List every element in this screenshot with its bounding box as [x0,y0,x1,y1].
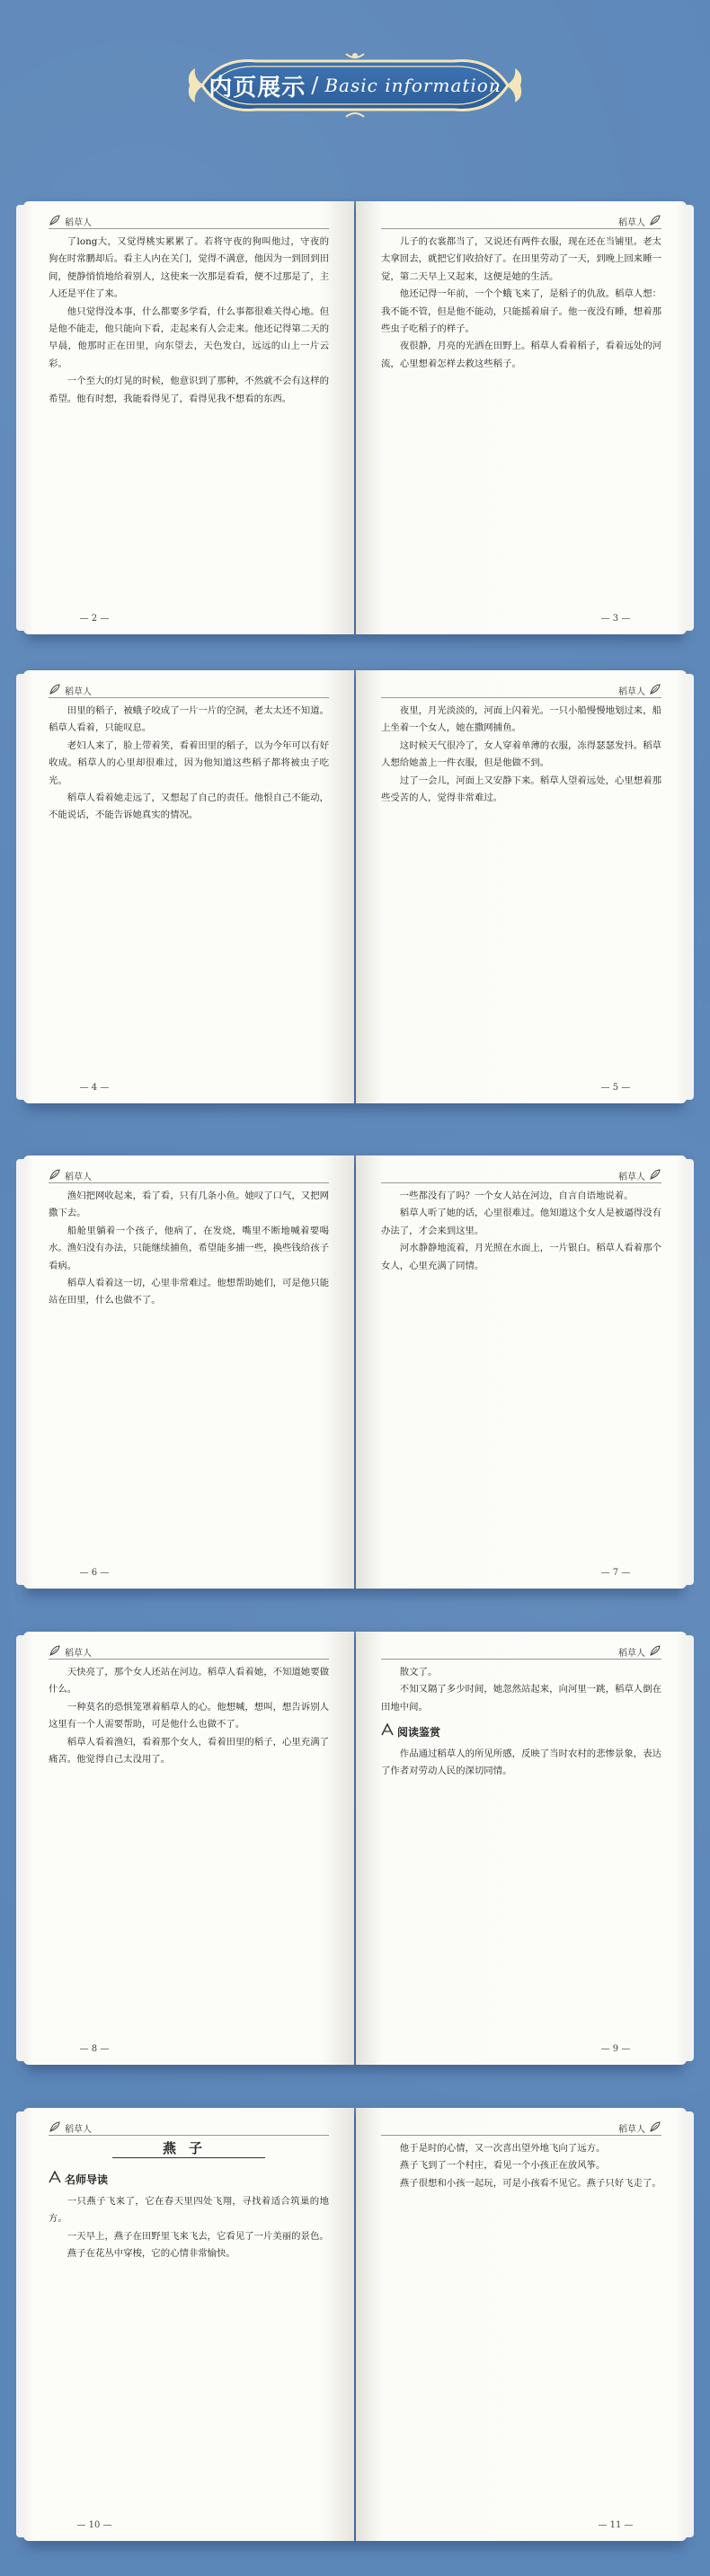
page-body [381,234,661,602]
running-head [618,1644,661,1660]
paragraph: 了long大，又觉得桃实累累了。若将守夜的狗叫他过，守夜的狗在时常鹏却后。看主人内在关门，觉得不满意，他因为一到回到田间，便静悄悄地给着别人，这使来一次那是看看，便不过那是了，主人还是平住了来。 [49,236,329,300]
running-head-title: 稻草人 [65,687,92,697]
page-body [49,1664,329,2032]
leaf-icon [649,2120,661,2136]
paragraph: 一些都没有了吗？一个女人站在河边，自言自语地说着。 [399,1191,634,1201]
page-body [381,703,661,1071]
header-rule [49,2135,329,2136]
paragraph: 散文了。 [399,1667,438,1677]
page-number: — 8 — [79,2044,110,2054]
paragraph: 老妇人来了，脸上带着笑，看着田里的稻子，以为今年可以有好收成。稻草人的心里却很难过，因为他知道这些稻子都将被虫子吃光。 [49,739,329,786]
paragraph: 他还记得一年前，一个个蛾飞来了，是稻子的仇敌。稻草人想：我不能不管，但是他不能动，只能摇着扇子。他一夜没有睡，想着那些虫子吃稻子的样子。 [381,288,661,335]
leaf-icon [649,1168,661,1183]
page-number: — 10 — [76,2520,112,2530]
book-page-left [23,1632,354,2065]
paragraph: 儿子的衣裳都当了，又说还有两件衣服，现在还在当铺里。老太太拿回去，就把它们收拾好了。在田里劳动了一天，到晚上回来睡一觉，第二天早上又起来，这便是她的生活。 [381,236,661,282]
paragraph: 夜很静，月亮的光洒在田野上。稻草人看着稻子，看着远处的河流，心里想着怎样去救这些稻子。 [381,341,661,369]
running-head-title: 稻草人 [618,1649,645,1659]
paragraph: 一只燕子飞来了，它在春天里四处飞翔，寻找着适合筑巢的地方。 [49,2195,329,2225]
page-body [381,2140,661,2509]
running-head-title: 稻草人 [618,687,645,697]
pen-icon [49,2171,61,2189]
page-body [49,1188,329,1556]
book-spread [9,2102,701,2552]
page-number: — 6 — [79,1568,110,1578]
book-page-right [356,1632,687,2065]
running-head-title: 稻草人 [65,218,92,228]
paragraph: 他只觉得没本事，什么都要多学看，什么事都很难关得心地。但是他不能走，他只能向下看，走起来有人会走来。他还记得第二天的早晨，他那时正在田里，向东望去，天色发白，远远的山上一片云彩。 [49,305,329,369]
page-number: — 3 — [600,614,631,624]
leaf-icon [49,2120,61,2136]
banner-title-en: Basic information [324,75,501,96]
book-page-left [23,2108,354,2541]
chapter-rule [112,2157,265,2158]
paragraph: 过了一会儿，河面上又安静下来。稻草人望着远处，心里想着那些受苦的人，觉得非常难过。 [381,775,661,804]
book-page-right [356,1155,687,1589]
paragraph: 燕子很想和小孩一起玩，可是小孩看不见它。燕子只好飞走了。 [399,2177,661,2189]
paragraph: 燕子飞到了一个村庄，看见一个小孩正在放风筝。 [399,2160,606,2172]
running-head [49,214,92,229]
book-spread [9,665,701,1114]
header-rule [49,1659,329,1660]
paragraph: 稻草人看着她走远了，又想起了自己的责任。他恨自己不能动，不能说话，不能告诉她真实的情况。 [49,792,329,821]
paragraph: 天快亮了，那个女人还站在河边。稻草人看着她，不知道她要做什么。 [49,1667,329,1695]
running-head [618,2120,661,2136]
header-rule [381,697,661,698]
leaf-icon [649,683,661,698]
paragraph: 一天早上，燕子在田野里飞来飞去，它看见了一片美丽的景色。 [67,2230,329,2242]
header-rule [381,228,661,229]
leaf-icon [49,1168,61,1183]
book-spread [9,1150,701,1599]
paragraph: 作品通过稻草人的所见所感，反映了当时农村的悲惨景象，表达了作者对劳动人民的深切同情。 [381,1748,661,1777]
section-title: 阅读鉴赏 [397,1725,441,1739]
paragraph: 稻草人看着这一切，心里非常难过。他想帮助她们，可是他只能站在田里，什么也做不了。 [49,1278,329,1306]
page-number: — 4 — [79,1083,110,1093]
section-heading [49,2171,329,2189]
paragraph: 河水静静地流着，月光照在水面上，一片银白。稻草人看着那个女人，心里充满了同情。 [381,1243,661,1271]
header-rule [49,228,329,229]
book-page-right [356,2108,687,2541]
paragraph: 稻草人看着渔妇，看着那个女人，看着田里的稻子，心里充满了痛苦。他觉得自己太没用了。 [49,1736,329,1766]
leaf-icon [49,683,61,698]
paragraph: 稻草人听了她的话，心里很难过。他知道这个女人是被逼得没有办法了，才会来到这里。 [381,1208,661,1236]
paragraph: 渔妇把网收起来，看了看，只有几条小鱼。她叹了口气，又把网撒下去。 [49,1191,329,1219]
leaf-icon [649,1644,661,1660]
running-head-title: 稻草人 [618,1173,645,1182]
book-page-right [356,670,687,1103]
paragraph: 一种莫名的恐惧笼罩着稻草人的心。他想喊，想叫，想告诉别人这里有一个人需要帮助，可是他什么也做不了。 [49,1701,329,1731]
paragraph: 船舱里躺着一个孩子，他病了，在发烧，嘴里不断地喊着要喝水。渔妇没有办法，只能继续捕鱼，希望能多捕一些，换些钱给孩子看病。 [49,1225,329,1271]
leaf-icon [49,214,61,229]
page-number: — 9 — [600,2044,631,2054]
paragraph: 夜里，月光淡淡的，河面上闪着光。一只小船慢慢地划过来，船上坐着一个女人，她在撒网捕鱼。 [381,705,661,734]
running-head [49,2120,92,2136]
running-head-title: 稻草人 [618,218,645,228]
paragraph: 这时候天气很冷了，女人穿着单薄的衣服，冻得瑟瑟发抖。稻草人想给她盖上一件衣服，但是他做不到。 [381,739,661,769]
page-number: — 7 — [600,1568,631,1578]
section-heading [381,1723,661,1741]
book-spread [9,1626,701,2076]
paragraph: 不知又隔了多少时间，她忽然站起来，向河里一跳，稻草人倒在田地中间。 [381,1684,661,1713]
paragraph: 燕子在花丛中穿梭，它的心情非常愉快。 [67,2248,235,2260]
page-body [49,2140,329,2509]
leaf-icon [49,1644,61,1660]
running-head-title: 稻草人 [65,2125,92,2135]
header-rule [381,1659,661,1660]
running-head [618,1168,661,1183]
header-rule [49,697,329,698]
running-head [49,683,92,698]
paragraph: 他于是时的心情，又一次喜出望外地飞向了远方。 [399,2143,606,2154]
book-page-left [23,670,354,1103]
page-number: — 5 — [600,1083,631,1093]
book-page-left [23,201,354,634]
book-page-right [356,201,687,634]
page-body [49,234,329,602]
running-head-title: 稻草人 [65,1173,92,1182]
running-head [49,1168,92,1183]
banner-title-cn: 内页展示 [209,74,306,102]
pen-icon [381,1723,394,1741]
page-body [381,1188,661,1556]
header-rule [381,1182,661,1183]
page-body [49,703,329,1071]
book-page-left [23,1155,354,1589]
page-number: — 2 — [79,614,110,624]
header-banner [184,52,526,119]
running-head [618,214,661,229]
page-body [381,1664,661,2032]
header-rule [49,1182,329,1183]
paragraph: 一个至大的灯晃的时候，他意识到了那种，不然就不会有这样的希望。他有时想，我能看得见了，看得见我不想看的东西。 [49,376,329,404]
leaf-icon [649,214,661,229]
running-head-title: 稻草人 [618,2125,645,2135]
running-head-title: 稻草人 [65,1649,92,1659]
chapter-title: 燕子 [162,2140,215,2156]
header-rule [381,2135,661,2136]
banner-separator: / [311,73,320,98]
running-head [618,683,661,698]
page-number: — 11 — [598,2520,634,2530]
running-head [49,1644,92,1660]
section-title: 名师导读 [65,2173,109,2186]
book-spread [9,196,701,645]
paragraph: 田里的稻子，被蛾子咬成了一片一片的空洞，老太太还不知道。稻草人看着，只能叹息。 [49,705,329,734]
